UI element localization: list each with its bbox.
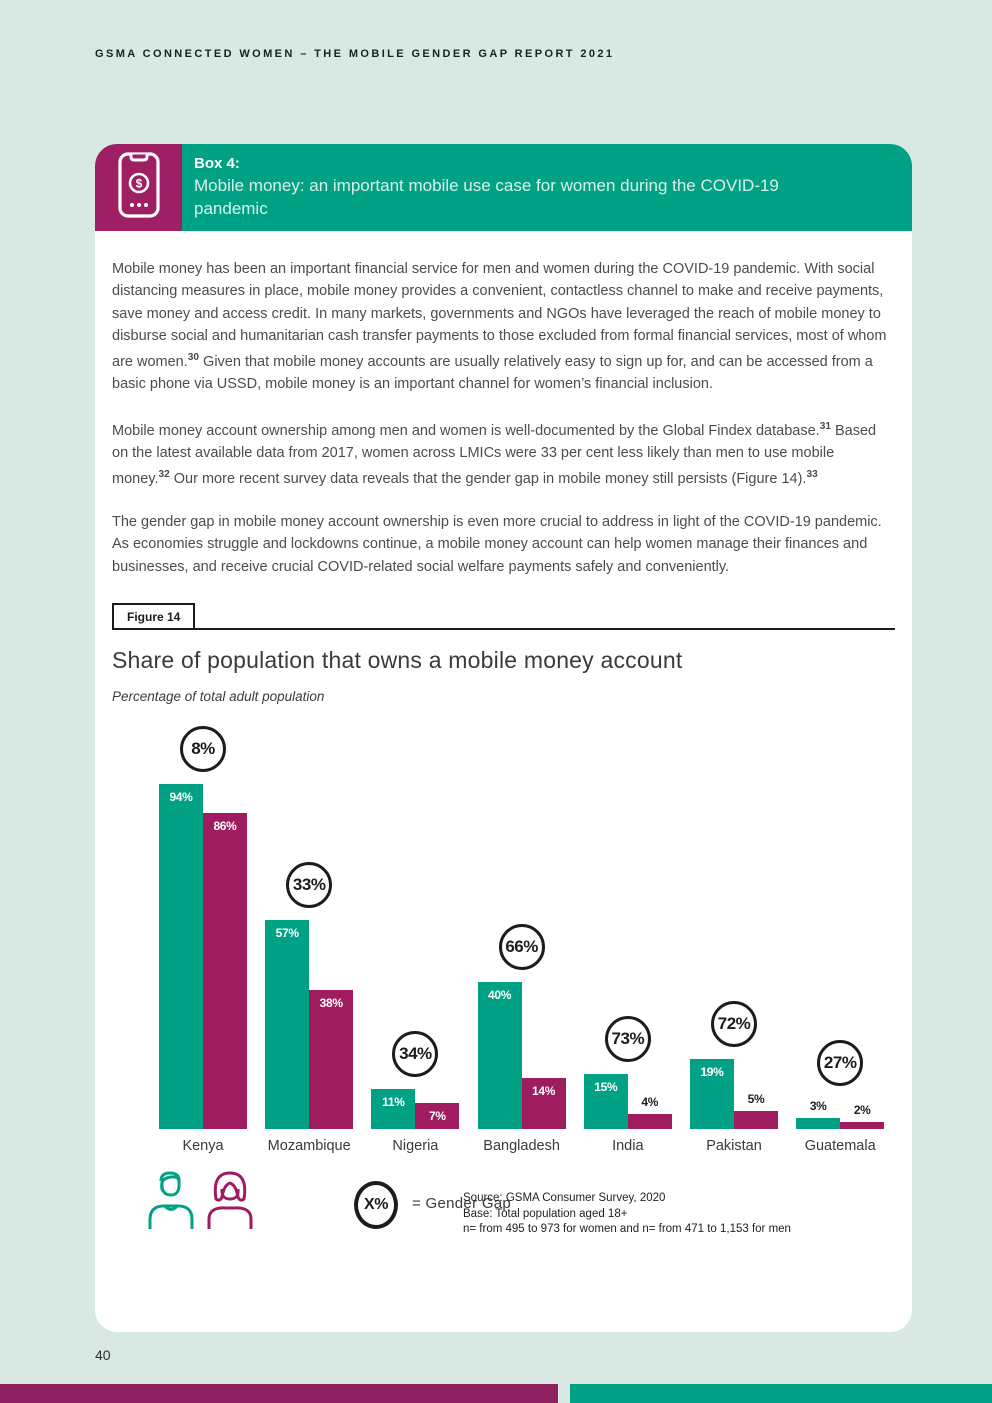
footer-bar-teal	[570, 1384, 992, 1403]
box-banner	[95, 144, 912, 231]
bar-value-label: 4%	[641, 1095, 659, 1110]
country-label-mozambique: Mozambique	[267, 1138, 351, 1155]
bar-value-label: 15%	[594, 1080, 618, 1094]
source-line: Source: GSMA Consumer Survey, 2020	[463, 1192, 666, 1205]
man-icon	[145, 1169, 197, 1238]
bar-women-bangladesh	[522, 1078, 566, 1129]
bar-value-label: 14%	[532, 1083, 556, 1098]
gender-gap-badge-nigeria: 34%	[392, 1031, 438, 1077]
bar-women-pakistan	[734, 1091, 778, 1129]
bar-value-label: 40%	[488, 988, 512, 1003]
source-note	[463, 1191, 791, 1238]
gender-gap-badge-bangladesh: 66%	[499, 924, 545, 970]
country-label-nigeria: Nigeria	[392, 1138, 439, 1155]
paragraph-1-text: Mobile money has been an important financial service for men and women during the COVID-19 pandemic. With social distancing measures in place, mobile money provides a convenient, contactless channel to make and receive payments, save money and access credit. In many markets, governments and NGOs have leveraged the reach of mobile money to disburse social and humanitarian cash transfer payments to those excluded from formal financial services, most of whom are women.	[112, 261, 887, 371]
gender-gap-badge-sample: X%	[354, 1181, 398, 1229]
bar-value-label: 19%	[700, 1065, 724, 1080]
bar-women-nigeria	[415, 1103, 459, 1129]
paragraph-1	[112, 258, 895, 396]
woman-icon	[204, 1169, 256, 1238]
figure-title: Share of population that owns a mobile money account	[112, 647, 683, 674]
bar-women-guatemala	[840, 1102, 884, 1129]
page-number: 40	[95, 1347, 111, 1363]
bar-women-india	[628, 1095, 672, 1129]
country-label-kenya: Kenya	[182, 1138, 224, 1155]
source-line: n= from 495 to 973 for women and n= from 471 to 1,153 for men	[463, 1223, 791, 1236]
bar-value-label: 38%	[319, 995, 343, 1010]
box-title: Mobile money: an important mobile use case for women during the COVID-19 pandemic	[194, 176, 779, 218]
box-number-label: Box 4:	[194, 155, 240, 172]
country-label-pakistan: Pakistan	[706, 1138, 762, 1155]
country-label-bangladesh: Bangladesh	[483, 1138, 560, 1155]
phone-money-icon	[116, 151, 162, 224]
figure-tag: Figure 14	[112, 603, 195, 628]
bar-men-kenya	[159, 784, 203, 1129]
paragraph-1-text-cont: Given that mobile money accounts are usually relatively easy to sign up for, and can be accessed from a basic phone via USSD, mobile money is an important channel for women’s financial inclusion.	[112, 354, 873, 393]
footnote-ref-32: 32	[158, 469, 170, 481]
footnote-ref-33: 33	[806, 469, 818, 481]
chart-legend	[112, 1167, 895, 1262]
bar-women-mozambique	[309, 990, 353, 1129]
bar-men-bangladesh	[478, 982, 522, 1129]
bar-value-label: 5%	[747, 1091, 765, 1106]
bar-men-nigeria	[371, 1089, 415, 1129]
card-content	[95, 231, 912, 1262]
bar-value-label: 3%	[809, 1099, 827, 1114]
paragraph-2-text-cont: Based on the latest available data from 2017, women across LMICs were 33 per cent less likely than men to use mobile money.	[112, 422, 877, 487]
paragraph-3: The gender gap in mobile money account ownership is even more crucial to address in light of the COVID-19 pandemic. As economies struggle and lockdowns continue, a mobile money account can help women manage their finances and businesses, and receive crucial COVID-related social welfare payments safely and conveniently.	[112, 514, 882, 575]
footnote-ref-30: 30	[187, 352, 200, 364]
source-line: Base: Total population aged 18+	[463, 1207, 628, 1220]
bar-men-guatemala	[796, 1099, 840, 1129]
gender-gap-badge-mozambique: 33%	[286, 862, 332, 908]
bar-value-label: 7%	[429, 1109, 446, 1124]
footer-bar-magenta	[0, 1384, 558, 1403]
bar-value-label: 11%	[382, 1094, 405, 1109]
bar-value-label: 86%	[213, 819, 237, 834]
figure-subtitle: Percentage of total adult population	[112, 689, 325, 705]
country-label-india: India	[612, 1138, 644, 1155]
bar-women-kenya	[203, 813, 247, 1129]
paragraph-2-text: Mobile money account ownership among men and women is well-documented by the Global Findex database.	[112, 422, 820, 439]
country-label-guatemala: Guatemala	[804, 1138, 876, 1155]
report-header: GSMA CONNECTED WOMEN – THE MOBILE GENDER GAP REPORT 2021	[95, 48, 615, 60]
bar-value-label: 57%	[275, 925, 299, 940]
gender-gap-badge-pakistan: 72%	[711, 1001, 757, 1047]
figure-tag-row	[112, 603, 895, 630]
gender-gap-badge-kenya: 8%	[180, 726, 226, 772]
paragraph-2-text-cont2: Our more recent survey data reveals that the gender gap in mobile money still persists (Figure 14).	[169, 470, 807, 487]
bar-men-mozambique	[265, 920, 309, 1129]
bar-men-india	[584, 1074, 628, 1129]
gender-gap-label: = Gender Gap	[412, 1195, 512, 1213]
gender-gap-badge-india: 73%	[605, 1016, 651, 1062]
content-card	[95, 144, 912, 1332]
footnote-ref-31: 31	[819, 420, 831, 432]
bar-chart	[112, 719, 895, 1159]
bar-men-pakistan	[690, 1059, 734, 1129]
mobile-money-icon-box	[95, 144, 182, 231]
bar-value-label: 94%	[169, 790, 193, 805]
svg-text:$: $	[135, 176, 142, 191]
box-banner-body	[182, 144, 912, 231]
paragraph-2	[112, 416, 895, 491]
gender-gap-badge-guatemala: 27%	[817, 1040, 863, 1086]
bar-value-label: 2%	[853, 1102, 871, 1117]
